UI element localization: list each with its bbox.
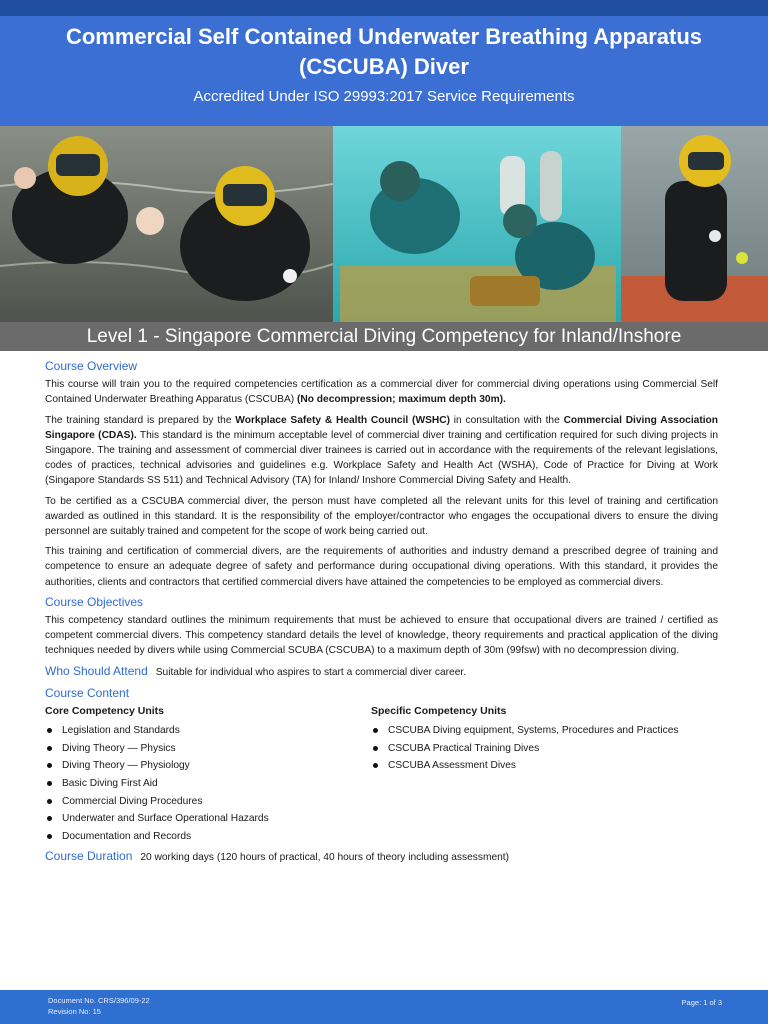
revision-number: Revision No: 15 <box>48 1007 101 1016</box>
overview-p2-cdas: Commercial Diving Association Singapore (CDAS). <box>45 414 718 441</box>
overview-paragraph-2 <box>45 413 718 489</box>
page-footer <box>0 990 768 1024</box>
main-content <box>45 357 718 872</box>
title-line-1: Commercial Self Contained Underwater Breathing Apparatus <box>65 24 703 49</box>
title-line-2: (CSCUBA) Diver <box>299 54 469 79</box>
page-header <box>0 16 768 126</box>
who-should-attend-row <box>45 664 718 680</box>
photo-diver-deck <box>621 126 768 322</box>
course-overview-heading: Course Overview <box>45 359 138 373</box>
overview-p2-wshc: Workplace Safety & Health Council (WSHC) <box>235 414 450 426</box>
overview-p2-a: The training standard is prepared by the <box>45 414 236 426</box>
core-competency-title: Core Competency Units <box>45 705 165 718</box>
specific-competency-list <box>371 722 697 775</box>
overview-p1-text: This course will train you to the required competencies certification as a commercial diver for commercial diving operations using Commercial Self Contained Underwater Breathing Apparatus (CSCUBA) <box>45 379 718 406</box>
level-banner: Level 1 - Singapore Commercial Diving Competency for Inland/Inshore <box>0 322 768 351</box>
list-item: Documentation and Records <box>45 828 371 846</box>
photo-banner <box>0 126 768 322</box>
overview-p2-c: in consultation with the <box>449 414 564 426</box>
course-duration-heading: Course Duration <box>45 849 133 864</box>
photo-divers-underwater <box>333 126 621 322</box>
list-item: Diving Theory — Physiology <box>45 757 371 775</box>
overview-p2-e: This standard is the minimum acceptable level of commercial diver training and certification required for such diving projects in Singapore. The training and assessment of commercial diver trainees is carried out in accordance with the requirements of the relevant legislations, codes of practices, technical advisories and guidelines e.g. Workplace Safety and Health Act (WSHA), Code of Practice for Diving at Work (Singapore Standards SS 511) and Technical Advisory (TA) for Inland/ Inshore Commercial Diving Safety and Health. <box>45 429 718 487</box>
overview-p1-bold: (No decompression; maximum depth 30m). <box>297 394 506 406</box>
specific-competency-title: Specific Competency Units <box>371 705 507 718</box>
top-strip <box>0 0 768 16</box>
page-title <box>0 16 768 82</box>
course-objectives-heading: Course Objectives <box>45 594 144 609</box>
competency-columns <box>45 704 718 845</box>
list-item: Diving Theory — Physics <box>45 740 371 758</box>
who-should-attend-text: Suitable for individual who aspires to start a commercial diver career. <box>155 666 467 678</box>
list-item: CSCUBA Practical Training Dives <box>371 740 697 758</box>
footer-doc-info <box>48 995 150 1017</box>
page-subtitle: Accredited Under ISO 29993:2017 Service Requirements <box>193 88 575 105</box>
specific-competency-column <box>371 704 697 845</box>
photo-divers-surface <box>0 126 333 322</box>
overview-paragraph-3: To be certified as a CSCUBA commercial diver, the person must have completed all the relevant units for this level of training and certification awarded as outlined in this standard. It is the responsibility of the employer/contractor who engages the occupational divers to ensure the diving personnel are suitably trained and competent for the scope of work being carried out. <box>45 495 718 538</box>
list-item: Basic Diving First Aid <box>45 775 371 793</box>
list-item: CSCUBA Assessment Dives <box>371 757 697 775</box>
list-item: Underwater and Surface Operational Hazards <box>45 810 371 828</box>
list-item: CSCUBA Diving equipment, Systems, Procedures and Practices <box>371 722 697 740</box>
document-number: Document No. CRS/396/09-22 <box>48 996 150 1005</box>
overview-paragraph-1 <box>45 377 718 407</box>
overview-paragraph-4: This training and certification of commercial divers, are the requirements of authorities and industry demand a prescribed degree of training and competence to ensure an adequate degree of safety and performance during occupational diving operations. With this standard, it provides the authorities, clients and contractors that certified commercial divers have attained the competencies to be employed as commercial divers. <box>45 546 718 588</box>
course-content-heading: Course Content <box>45 685 130 700</box>
course-duration-text: 20 working days (120 hours of practical, 40 hours of theory including assessment) <box>140 852 510 864</box>
page-number: Page: 1 of 3 <box>681 998 722 1007</box>
course-duration-row <box>45 849 718 865</box>
core-competency-list <box>45 722 371 845</box>
list-item: Commercial Diving Procedures <box>45 793 371 811</box>
objectives-paragraph: This competency standard outlines the minimum requirements that must be achieved to ensure that occupational divers are trained / certified as competent commercial divers. This competency standard details the level of knowledge, theory requirements and practical application of the diving techniques needed by divers while using Commercial SCUBA (CSCUBA) to a maximum depth of 30m (99fsw) with no decompression diving. <box>45 615 718 657</box>
core-competency-column <box>45 704 371 845</box>
list-item: Legislation and Standards <box>45 722 371 740</box>
who-should-attend-heading: Who Should Attend <box>45 663 148 678</box>
